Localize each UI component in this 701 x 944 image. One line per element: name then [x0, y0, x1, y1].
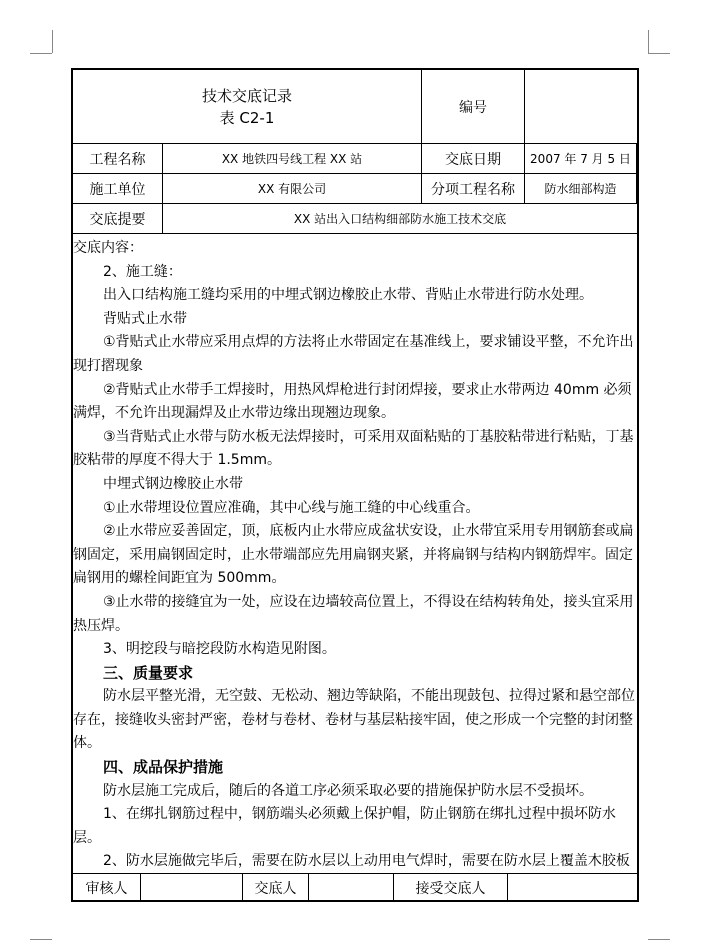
sub-project-value: 防水细部构造 — [525, 174, 637, 204]
crop-mark — [648, 53, 670, 54]
crop-mark — [30, 53, 52, 54]
content-line: ②背贴式止水带手工焊接时，用热风焊枪进行封闭焊接，要求止水带两边 40mm 必须满焊，不允许出现漏焊及止水带边缘出现翘边现象。 — [73, 381, 632, 422]
sub-project-label: 分项工程名称 — [422, 174, 525, 204]
project-name-label: 工程名称 — [73, 144, 163, 174]
number-label: 编号 — [422, 70, 525, 144]
unit-value: XX 有限公司 — [163, 174, 422, 204]
unit-label: 施工单位 — [73, 174, 163, 204]
project-name-value: XX 地铁四号线工程 XX 站 — [163, 144, 422, 174]
content-line: 2、防水层施做完毕后，需要在防水层以上动用电气焊时，需要在防水层上覆盖木胶板 — [103, 853, 630, 870]
crop-mark — [52, 30, 53, 53]
receiver-value — [508, 874, 637, 902]
content-line: 防水层施工完成后，随后的各道工序必须采取必要的措施保护防水层不受损坏。 — [103, 782, 593, 799]
date-value: 2007 年 7 月 5 日 — [525, 144, 637, 174]
disclosure-content — [73, 234, 637, 874]
crop-mark — [648, 30, 649, 53]
content-heading: 交底内容： — [73, 240, 143, 256]
discloser-label: 交底人 — [243, 874, 309, 902]
crop-mark — [30, 939, 52, 940]
receiver-label: 接受交底人 — [394, 874, 508, 902]
content-line: 防水层平整光滑，无空鼓、无松动、翘边等缺陷，不能出现鼓包、拉得过紧和悬空部位存在，接缝收头密封严密，卷材与卷材、卷材与基层粘接牢固，使之形成一个完整的封闭整体。 — [73, 688, 635, 752]
content-line: 出入口结构施工缝均采用的中埋式钢边橡胶止水带、背贴止水带进行防水处理。 — [103, 287, 593, 304]
content-line: ③止水带的接缝宜为一处，应设在边墙较高位置上，不得设在结构转角处，接头宜采用热压焊。 — [73, 593, 634, 634]
content-line: ②止水带应妥善固定，顶，底板内止水带应成盆状安设，止水带宜采用专用钢筋套或扁钢固定，采用扁钢固定时，止水带端部应先用扁钢夹紧，并将扁钢与结构内钢筋焊牢。固定扁钢用的螺栓间距宜为 500mm。 — [73, 523, 634, 587]
content-line: 3、明挖段与暗挖段防水构造见附图。 — [103, 641, 336, 658]
content-line: ①止水带埋设位置应准确，其中心线与施工缝的中心线重合。 — [103, 499, 480, 516]
content-line: 1、在绑扎钢筋过程中，钢筋端头必须戴上保护帽，防止钢筋在绑扎过程中损坏防水层。 — [73, 806, 616, 846]
reviewer-value — [141, 874, 243, 902]
content-line: ①背贴式止水带应采用点焊的方法将止水带固定在基准线上，要求铺设平整，不允许出现打摺现象 — [73, 334, 634, 374]
content-line: 中埋式钢边橡胶止水带 — [103, 475, 243, 492]
summary-value: XX 站出入口结构细部防水施工技术交底 — [163, 204, 637, 234]
date-label: 交底日期 — [422, 144, 525, 174]
section-heading: 四、成品保护措施 — [103, 758, 224, 777]
disclosure-record-table — [71, 68, 639, 902]
crop-mark — [648, 939, 670, 940]
section-heading: 三、质量要求 — [103, 663, 194, 682]
content-line: 背贴式止水带 — [103, 310, 187, 327]
reviewer-label: 审核人 — [73, 874, 141, 902]
summary-label: 交底提要 — [73, 204, 163, 234]
page-title: 技术交底记录 — [201, 86, 292, 105]
content-line: 2、施工缝： — [103, 263, 182, 280]
number-value — [525, 70, 637, 144]
title-cell — [73, 70, 422, 144]
discloser-value — [309, 874, 394, 902]
table-number: 表 C2-1 — [219, 108, 275, 127]
content-line: ③当背贴式止水带与防水板无法焊接时，可采用双面粘贴的丁基胶粘带进行粘贴，丁基胶粘带的厚度不得大于 1.5mm。 — [73, 428, 634, 469]
